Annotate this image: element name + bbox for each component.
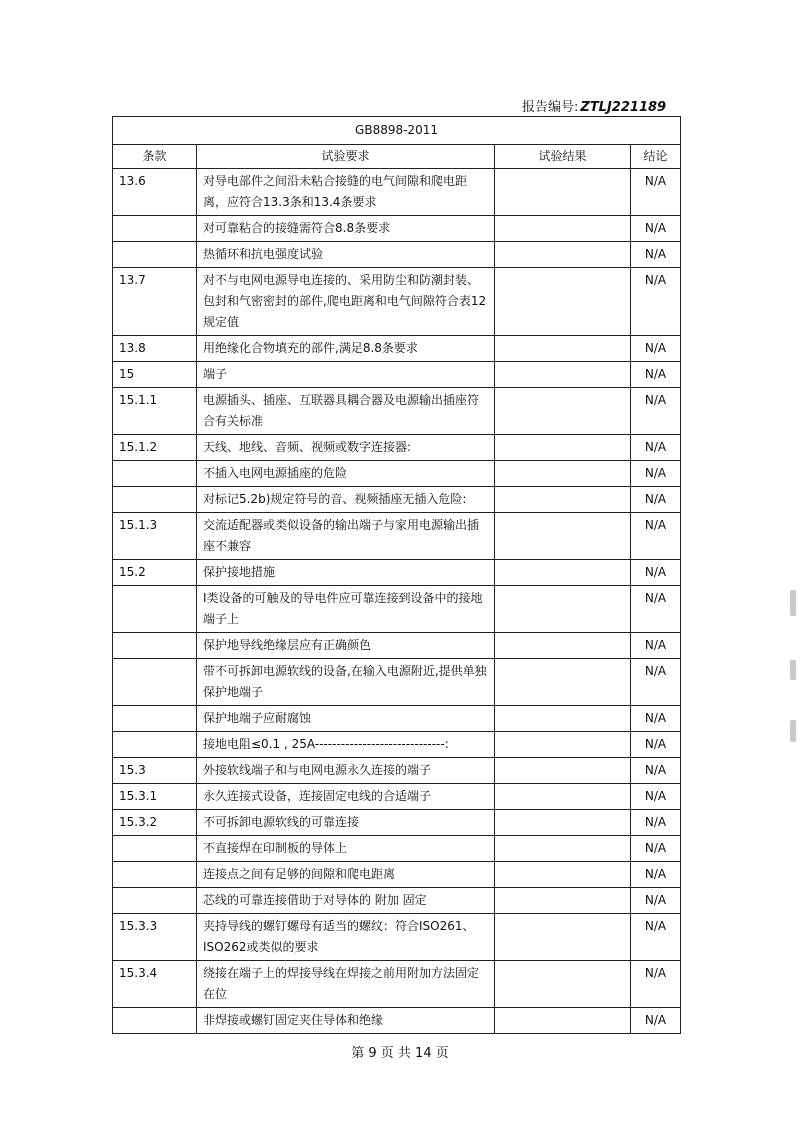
conclusion-cell: N/A bbox=[631, 961, 681, 1008]
conclusion-cell: N/A bbox=[631, 268, 681, 336]
clause-cell: 15.3.4 bbox=[113, 961, 197, 1008]
requirement-cell: 永久连接式设备，连接固定电线的合适端子 bbox=[197, 784, 495, 810]
requirement-cell: 端子 bbox=[197, 362, 495, 388]
conclusion-cell: N/A bbox=[631, 1008, 681, 1034]
standard-row bbox=[113, 117, 681, 145]
table-row bbox=[113, 888, 681, 914]
clause-cell bbox=[113, 242, 197, 268]
result-cell bbox=[495, 388, 631, 435]
result-cell bbox=[495, 758, 631, 784]
table-row bbox=[113, 487, 681, 513]
table-row bbox=[113, 586, 681, 633]
table-row bbox=[113, 758, 681, 784]
clause-cell: 15.1.2 bbox=[113, 435, 197, 461]
requirement-cell: 对可靠粘合的接缝需符合8.8条要求 bbox=[197, 216, 495, 242]
table-row bbox=[113, 435, 681, 461]
result-cell bbox=[495, 784, 631, 810]
requirement-cell: 用绝缘化合物填充的部件,满足8.8条要求 bbox=[197, 336, 495, 362]
clause-cell bbox=[113, 732, 197, 758]
result-cell bbox=[495, 659, 631, 706]
clause-cell bbox=[113, 586, 197, 633]
result-cell bbox=[495, 586, 631, 633]
result-cell bbox=[495, 914, 631, 961]
result-cell bbox=[495, 560, 631, 586]
clause-cell: 15.3.1 bbox=[113, 784, 197, 810]
result-cell bbox=[495, 268, 631, 336]
conclusion-cell: N/A bbox=[631, 362, 681, 388]
conclusion-cell: N/A bbox=[631, 169, 681, 216]
requirement-cell: 保护地端子应耐腐蚀 bbox=[197, 706, 495, 732]
table-row bbox=[113, 336, 681, 362]
conclusion-cell: N/A bbox=[631, 461, 681, 487]
requirement-cell: 不直接焊在印制板的导体上 bbox=[197, 836, 495, 862]
table-row bbox=[113, 242, 681, 268]
table-row bbox=[113, 732, 681, 758]
conclusion-cell: N/A bbox=[631, 659, 681, 706]
requirement-cell: 接地电阻≤0.1 , 25A------------------------------: bbox=[197, 732, 495, 758]
table-row bbox=[113, 836, 681, 862]
conclusion-cell: N/A bbox=[631, 732, 681, 758]
requirement-cell: 芯线的可靠连接借助于对导体的 附加 固定 bbox=[197, 888, 495, 914]
table-row bbox=[113, 560, 681, 586]
requirement-cell: 连接点之间有足够的间隙和爬电距离 bbox=[197, 862, 495, 888]
result-cell bbox=[495, 888, 631, 914]
requirement-cell: 不可拆卸电源软线的可靠连接 bbox=[197, 810, 495, 836]
clause-cell bbox=[113, 1008, 197, 1034]
standard-title: GB8898-2011 bbox=[113, 117, 681, 145]
result-cell bbox=[495, 169, 631, 216]
result-cell bbox=[495, 706, 631, 732]
result-cell bbox=[495, 513, 631, 560]
table-row bbox=[113, 633, 681, 659]
clause-cell: 15.3.2 bbox=[113, 810, 197, 836]
result-cell bbox=[495, 336, 631, 362]
conclusion-cell: N/A bbox=[631, 560, 681, 586]
result-cell bbox=[495, 862, 631, 888]
conclusion-cell: N/A bbox=[631, 888, 681, 914]
test-spec-table bbox=[112, 116, 681, 1034]
clause-cell bbox=[113, 461, 197, 487]
result-cell bbox=[495, 435, 631, 461]
conclusion-cell: N/A bbox=[631, 435, 681, 461]
requirement-cell: 交流适配器或类似设备的输出端子与家用电源输出插座不兼容 bbox=[197, 513, 495, 560]
table-row bbox=[113, 362, 681, 388]
clause-cell: 15.1.1 bbox=[113, 388, 197, 435]
result-cell bbox=[495, 1008, 631, 1034]
result-cell bbox=[495, 836, 631, 862]
conclusion-cell: N/A bbox=[631, 633, 681, 659]
table-row bbox=[113, 961, 681, 1008]
table-row bbox=[113, 1008, 681, 1034]
conclusion-cell: N/A bbox=[631, 513, 681, 560]
report-number-code: ZTLJ221189 bbox=[580, 100, 667, 115]
conclusion-cell: N/A bbox=[631, 758, 681, 784]
page-footer: 第 9 页 共 14 页 bbox=[351, 1046, 449, 1061]
requirement-cell: 绕接在端子上的焊接导线在焊接之前用附加方法固定在位 bbox=[197, 961, 495, 1008]
table-row bbox=[113, 914, 681, 961]
table-row bbox=[113, 216, 681, 242]
clause-cell bbox=[113, 888, 197, 914]
conclusion-cell: N/A bbox=[631, 336, 681, 362]
requirement-cell: 对导电部件之间沿未粘合接缝的电气间隙和爬电距离，应符合13.3条和13.4条要求 bbox=[197, 169, 495, 216]
requirement-cell: 对标记5.2b)规定符号的音、视频插座无插入危险: bbox=[197, 487, 495, 513]
table-row bbox=[113, 461, 681, 487]
table-row bbox=[113, 513, 681, 560]
header-row bbox=[113, 145, 681, 169]
requirement-cell: 夹持导线的螺钉螺母有适当的螺纹：符合ISO261、ISO262或类似的要求 bbox=[197, 914, 495, 961]
scan-edge-mark bbox=[790, 660, 796, 680]
col-header-result: 试验结果 bbox=[495, 145, 631, 169]
conclusion-cell: N/A bbox=[631, 388, 681, 435]
table-row bbox=[113, 388, 681, 435]
col-header-clause: 条款 bbox=[113, 145, 197, 169]
result-cell bbox=[495, 216, 631, 242]
result-cell bbox=[495, 461, 631, 487]
clause-cell bbox=[113, 633, 197, 659]
clause-cell: 15.1.3 bbox=[113, 513, 197, 560]
conclusion-cell: N/A bbox=[631, 836, 681, 862]
requirement-cell: 外接软线端子和与电网电源永久连接的端子 bbox=[197, 758, 495, 784]
requirement-cell: 保护地导线绝缘层应有正确颜色 bbox=[197, 633, 495, 659]
requirement-cell: 对不与电网电源导电连接的、采用防尘和防潮封装、包封和气密密封的部件,爬电距离和电气间隙符合表12规定值 bbox=[197, 268, 495, 336]
report-number-label: 报告编号: bbox=[522, 100, 579, 115]
result-cell bbox=[495, 487, 631, 513]
requirement-cell: I类设备的可触及的导电件应可靠连接到设备中的接地端子上 bbox=[197, 586, 495, 633]
clause-cell: 13.8 bbox=[113, 336, 197, 362]
table-row bbox=[113, 784, 681, 810]
table-row bbox=[113, 659, 681, 706]
result-cell bbox=[495, 732, 631, 758]
table-row bbox=[113, 810, 681, 836]
result-cell bbox=[495, 810, 631, 836]
clause-cell: 15.3.3 bbox=[113, 914, 197, 961]
requirement-cell: 保护接地措施 bbox=[197, 560, 495, 586]
clause-cell: 15.2 bbox=[113, 560, 197, 586]
requirement-cell: 天线、地线、音频、视频或数字连接器: bbox=[197, 435, 495, 461]
conclusion-cell: N/A bbox=[631, 586, 681, 633]
report-number bbox=[522, 96, 666, 115]
conclusion-cell: N/A bbox=[631, 242, 681, 268]
table-row bbox=[113, 706, 681, 732]
table-row bbox=[113, 862, 681, 888]
requirement-cell: 电源插头、插座、互联器具耦合器及电源输出插座符合有关标准 bbox=[197, 388, 495, 435]
conclusion-cell: N/A bbox=[631, 810, 681, 836]
result-cell bbox=[495, 633, 631, 659]
requirement-cell: 带不可拆卸电源软线的设备,在输入电源附近,提供单独保护地端子 bbox=[197, 659, 495, 706]
clause-cell: 15.3 bbox=[113, 758, 197, 784]
conclusion-cell: N/A bbox=[631, 706, 681, 732]
col-header-conclusion: 结论 bbox=[631, 145, 681, 169]
clause-cell bbox=[113, 862, 197, 888]
conclusion-cell: N/A bbox=[631, 862, 681, 888]
requirement-cell: 不插入电网电源插座的危险 bbox=[197, 461, 495, 487]
conclusion-cell: N/A bbox=[631, 487, 681, 513]
clause-cell bbox=[113, 659, 197, 706]
conclusion-cell: N/A bbox=[631, 784, 681, 810]
result-cell bbox=[495, 961, 631, 1008]
result-cell bbox=[495, 362, 631, 388]
clause-cell bbox=[113, 706, 197, 732]
scan-edge-mark bbox=[790, 720, 796, 742]
clause-cell: 13.7 bbox=[113, 268, 197, 336]
conclusion-cell: N/A bbox=[631, 216, 681, 242]
clause-cell bbox=[113, 487, 197, 513]
requirement-cell: 非焊接或螺钉固定夹住导体和绝缘 bbox=[197, 1008, 495, 1034]
table-row bbox=[113, 169, 681, 216]
clause-cell bbox=[113, 836, 197, 862]
clause-cell bbox=[113, 216, 197, 242]
clause-cell: 13.6 bbox=[113, 169, 197, 216]
scan-edge-mark bbox=[790, 590, 796, 616]
requirement-cell: 热循环和抗电强度试验 bbox=[197, 242, 495, 268]
result-cell bbox=[495, 242, 631, 268]
clause-cell: 15 bbox=[113, 362, 197, 388]
table-body bbox=[113, 169, 681, 1034]
conclusion-cell: N/A bbox=[631, 914, 681, 961]
table-row bbox=[113, 268, 681, 336]
col-header-requirement: 试验要求 bbox=[197, 145, 495, 169]
